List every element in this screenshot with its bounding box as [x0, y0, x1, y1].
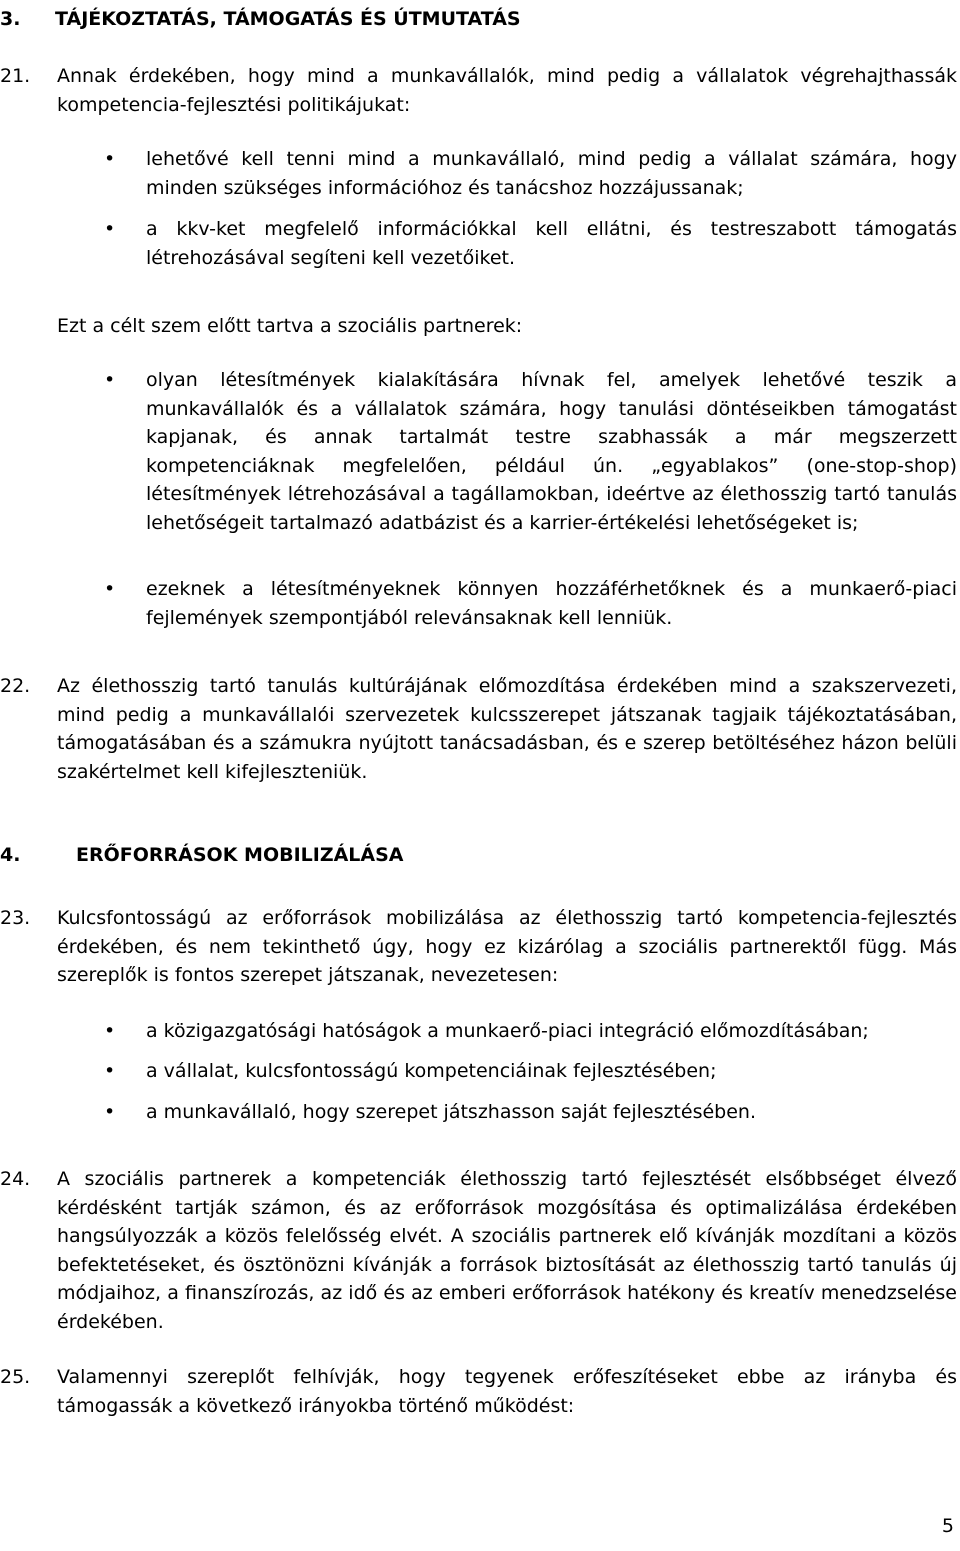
- list-item: [0, 1057, 957, 1086]
- paragraph-24: [0, 1165, 957, 1336]
- list-item: [0, 145, 957, 202]
- bullet-icon: •: [104, 578, 116, 600]
- bullet-icon: •: [104, 1020, 116, 1042]
- bullet-icon: •: [104, 1060, 116, 1082]
- paragraph-text: A szociális partnerek a kompetenciák élethosszig tartó fejlesztését elsőbbséget élvező kérdésként tartják számon, és az erőforrások mozgósítása és optimalizálása érdekében hangsúlyozzák a közös felelősség elvét. A szociális partnerek elő kívánják mozdítani a közös befektetéseket, és ösztönözni kívánják a források biztosítását az élethosszig tartó tanulás új módjaihoz, a finanszírozás, az idő és az emberi erőforrások hatékony és kreatív menedzselése érdekében.: [57, 1168, 957, 1333]
- list-item: [0, 1017, 957, 1046]
- section-title: ERŐFORRÁSOK MOBILIZÁLÁSA: [76, 844, 404, 866]
- paragraph-number: 22.: [0, 675, 31, 697]
- bullet-icon: •: [104, 369, 116, 391]
- bullet-icon: •: [104, 148, 116, 170]
- paragraph-21: [0, 62, 957, 119]
- list-item-text: a kkv-ket megfelelő információkkal kell ellátni, és testreszabott támogatás létrehozásával segíteni kell vezetőiket.: [146, 218, 957, 269]
- bullet-icon: •: [104, 1101, 116, 1123]
- paragraph-number: 21.: [0, 65, 31, 87]
- page-number: 5: [941, 1515, 954, 1537]
- list-item: [0, 575, 957, 632]
- list-item-text: ezeknek a létesítményeknek könnyen hozzáférhetőknek és a munkaerő-piaci fejlemények szempontjából relevánsaknak kell lenniük.: [146, 578, 957, 629]
- paragraph-22: [0, 672, 957, 786]
- paragraph-text: Valamennyi szereplőt felhívják, hogy tegyenek erőfeszítéseket ebbe az irányba és támogassák a következő irányokba történő működést:: [57, 1366, 957, 1417]
- paragraph-text: Kulcsfontosságú az erőforrások mobilizálása az élethosszig tartó kompetencia-fejlesztés érdekében, és nem tekinthető úgy, hogy ez kizárólag a szociális partnerektől függ. Más szereplők is fontos szerepet játszanak, nevezetesen:: [57, 907, 957, 986]
- bullet-icon: •: [104, 218, 116, 240]
- paragraph-23: [0, 904, 957, 990]
- section-title: TÁJÉKOZTATÁS, TÁMOGATÁS ÉS ÚTMUTATÁS: [55, 8, 521, 30]
- paragraph-25: [0, 1363, 957, 1420]
- paragraph-number: 24.: [0, 1168, 31, 1190]
- section-number: 3.: [0, 8, 21, 30]
- list-item: [0, 1098, 957, 1127]
- paragraph-text: Az élethosszig tartó tanulás kultúrájának előmozdítása érdekében mind a szakszervezeti, mind pedig a munkavállalói szervezetek kulcsszerepet játszanak tagjaik tájékoztatásában, támogatásában és a számukra nyújtott tanácsadásban, és e szerep betöltéséhez házon belüli szakértelmet kell kifejleszteniük.: [57, 675, 957, 783]
- list-item-text: a munkavállaló, hogy szerepet játszhasson saját fejlesztésében.: [146, 1101, 756, 1123]
- list-item-text: a közigazgatósági hatóságok a munkaerő-piaci integráció előmozdításában;: [146, 1020, 869, 1042]
- section-heading: [0, 841, 404, 869]
- list-item-text: a vállalat, kulcsfontosságú kompetenciáinak fejlesztésében;: [146, 1060, 717, 1082]
- list-item: [0, 215, 957, 272]
- section-number: 4.: [0, 844, 21, 866]
- list-item-text: olyan létesítmények kialakítására hívnak fel, amelyek lehetővé teszik a munkavállalók és a vállalatok számára, hogy tanulási döntéseikben támogatást kapjanak, és annak tartalmát testre szabhassák a már megszerzett kompetenciáknak megfelelően, például ún. „egyablakos” (one-stop-shop) létesítmények létrehozásával a tagállamokban, ideértve az élethosszig tartó tanulás lehetőségeit tartalmazó adatbázist és a karrier-értékelési lehetőségeket is;: [146, 369, 957, 534]
- paragraph-text: Annak érdekében, hogy mind a munkavállalók, mind pedig a vállalatok végrehajthassák kompetencia-fejlesztési politikájukat:: [57, 65, 957, 116]
- list-item-text: lehetővé kell tenni mind a munkavállaló, mind pedig a vállalat számára, hogy minden szükséges információhoz és tanácshoz hozzájussanak;: [146, 148, 957, 199]
- paragraph-text: Ezt a célt szem előtt tartva a szociális partnerek:: [57, 315, 523, 337]
- paragraph-number: 23.: [0, 907, 31, 929]
- list-item: [0, 366, 957, 537]
- section-heading: [0, 5, 521, 33]
- paragraph-number: 25.: [0, 1366, 31, 1388]
